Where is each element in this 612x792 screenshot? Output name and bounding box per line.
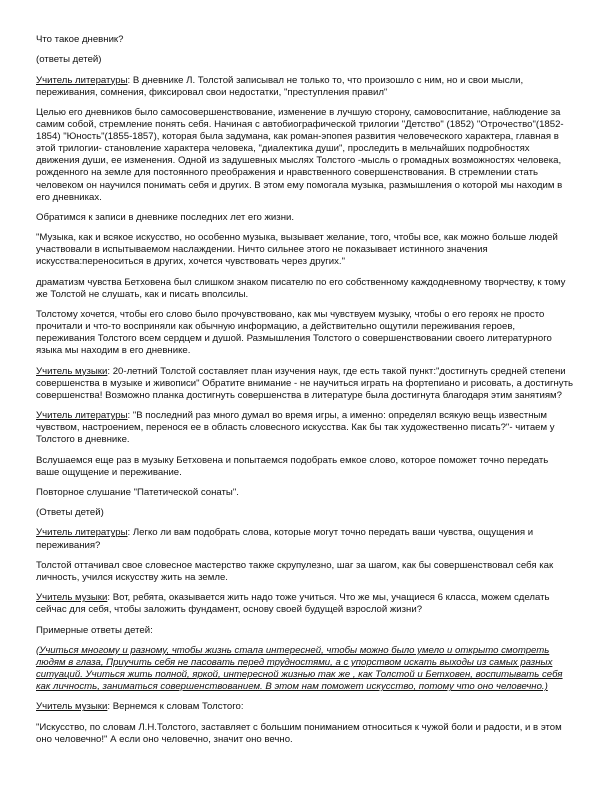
quote-paragraph — [36, 232, 574, 268]
paragraph-text: Примерные ответы детей: — [36, 624, 153, 636]
dialogue-paragraph — [36, 410, 574, 446]
paragraph-text: : Вот, ребята, оказывается жить надо тоже учиться. Что же мы, учащиеся 6 класса, можем сделать сейчас для себя, чтобы заложить фундамент, основу своей будущей взрослой жизни? — [36, 592, 550, 616]
body-paragraph — [36, 487, 574, 499]
paragraph-text: Что такое дневник? — [36, 34, 124, 45]
question-line — [36, 34, 574, 46]
paragraph-text: (ответы детей) — [36, 54, 102, 66]
quote-paragraph — [36, 722, 574, 746]
dialogue-paragraph — [36, 366, 574, 402]
paragraph-text: : Вернемся к словам Толстого: — [107, 701, 244, 713]
paragraph-text: Толстому хочется, чтобы его слово было прочувствовано, как мы чувствуем музыку, чтобы о его героях не просто прочитали и что-то восприняли как обычную информацию, а действительно ощутили переживания героев, переживания Толстого всем сердцем и душой. Размышления Толстого о совершенствовании своего литературного языка мы находим в его дневнике. — [36, 309, 552, 357]
italic-answer-text: (Учиться многому и разному, чтобы жизнь стала интересней, чтобы можно было умело и открыто смотреть людям в глаза, Приучить себя не пасовать перед трудностями, а с упорством искать выходы из самых разных ситуаций. Учиться жить полной, яркой, интересной жизнью так же , как Толстой и Бетховен, воспитывать себя как личность, заниматься совершенствованием. В этом нам поможет искусство, потому что оно человечно.) — [36, 644, 563, 693]
body-paragraph — [36, 625, 574, 637]
body-paragraph — [36, 212, 574, 224]
body-paragraph — [36, 277, 574, 301]
paragraph-text: : "В последний раз много думал во время игры, а именно: определял всякую вещь известным чувством, настроением, перенося ее в область словесного искусства. Как бы так художественно писать?"- читаем у Толстого в дневнике. — [36, 410, 555, 446]
body-paragraph — [36, 560, 574, 584]
body-paragraph — [36, 107, 574, 204]
speaker-label: Учитель музыки — [36, 365, 108, 377]
paragraph-text: драматизм чувства Бетховена был слишком знаком писателю по его собственному каждодневному творчеству, к тому же Толстой не слушать, как и писать вполсилы. — [36, 276, 566, 300]
paragraph-text: : 20-летний Толстой составляет план изучения наук, где есть такой пункт:"достигнуть средней степени совершенства в музыке и живописи" Обратите внимание - не научиться играть на фортепиано и рисовать, а достигнуть совершенства! Возможно планка достигнуть совершенства в литературе была достигнута благодаря этим занятиям? — [36, 365, 573, 401]
paragraph-text: Толстой оттачивал свое словесное мастерство также скрупулезно, шаг за шагом, как бы совершенствовал себя как личность, учился искусству жить на земле. — [36, 559, 554, 583]
dialogue-paragraph — [36, 527, 574, 551]
body-paragraph — [36, 455, 574, 479]
paragraph-text: "Музыка, как и всякое искусство, но особенно музыка, вызывает желание, того, чтобы все, как можно больше людей участвовали в испытываемом наслаждении. Ничто сильнее этого не показывает истинного значения искусства:переноситься в других, хочется чувствовать через других." — [36, 232, 558, 268]
children-answers-note — [36, 54, 574, 66]
dialogue-paragraph — [36, 701, 574, 713]
paragraph-text: Вслушаемся еще раз в музыку Бетховена и попытаемся подобрать емкое слово, которое поможет точно передать ваше ощущение и переживание. — [36, 454, 549, 478]
document-body — [36, 34, 574, 754]
speaker-label: Учитель музыки — [36, 701, 108, 713]
paragraph-text: "Искусство, по словам Л.Н.Толстого, заставляет с большим пониманием относиться к чужой боли и радости, и в этом оно человечно!" А если оно человечно, значит оно вечно. — [36, 721, 562, 745]
children-answers-note — [36, 507, 574, 519]
dialogue-paragraph — [36, 592, 574, 616]
speaker-label: Учитель литературы — [36, 527, 128, 539]
speaker-label: Учитель музыки — [36, 592, 108, 604]
dialogue-paragraph — [36, 75, 574, 99]
paragraph-text: Повторное слушание "Патетической сонаты". — [36, 486, 239, 498]
paragraph-text: (Ответы детей) — [36, 507, 104, 519]
paragraph-text: : Легко ли вам подобрать слова, которые могут точно передать ваши чувства, ощущения и переживания? — [36, 527, 534, 551]
paragraph-text: Обратимся к записи в дневнике последних лет его жизни. — [36, 211, 295, 223]
body-paragraph — [36, 309, 574, 357]
speaker-label: Учитель литературы — [36, 74, 128, 86]
speaker-label: Учитель литературы — [36, 410, 128, 422]
paragraph-text: Целью его дневников было самосовершенствование, изменение в лучшую сторону, самовоспитание, наблюдение за самим собой, стремление понять себя. Начиная с автобиографической трилогии "Детство" (1852) "Отрочество"(1852-1854) "Юность"(1855-1857), которая была задумана, как роман-эпопея развития человеческого характера, главная в этой трилогии- становление характера человека, "диалектика души", проследить в мельчайших подробностях движения души, ее изменения. Одной из задушевных мыслях Толстого -мысль о громадных возможностях человека, рожденного на земле для постоянного преображения и нравственного совершенствования. В стремлении стать человеком он научился понимать себя и других. В этом ему помогала музыка, размышления о которой мы находим в его дневниках. — [36, 106, 564, 203]
sample-answers-paragraph — [36, 645, 574, 693]
paragraph-text: : В дневнике Л. Толстой записывал не только то, что произошло с ним, но и свои мысли, переживания, сомнения, фиксировал свои недостатки, "преступления правил" — [36, 74, 524, 98]
